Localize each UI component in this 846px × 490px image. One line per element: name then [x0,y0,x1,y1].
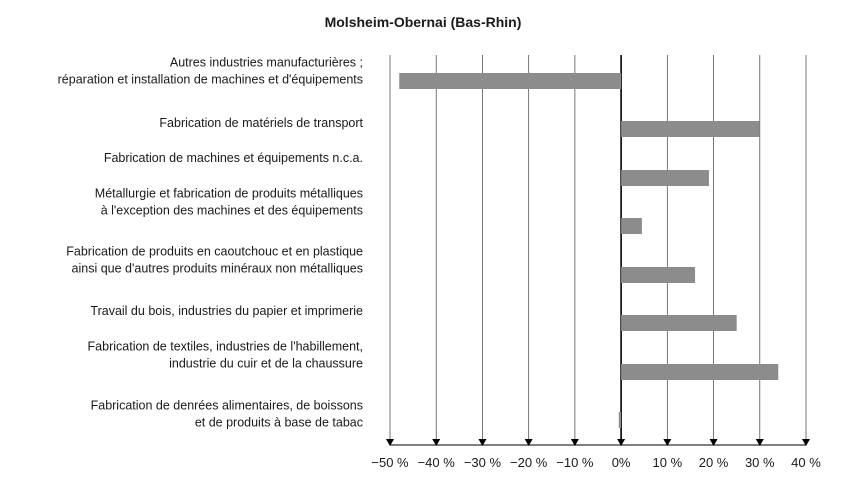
category-label: Autres industries manufacturières ; [169,55,363,70]
category-label: Fabrication de machines et équipements n.c.a. [103,151,363,165]
tick-label: 40 % [791,455,821,470]
chart-title: Molsheim-Obernai (Bas-Rhin) [324,14,522,30]
bar [621,218,642,234]
bar [399,73,621,89]
grid-lines [390,55,806,445]
category-label: Métallurgie et fabrication de produits métalliques [94,186,363,201]
tick-label: −50 % [371,455,409,470]
category-label: et de produits à base de tabac [194,415,363,430]
x-axis [371,439,821,470]
tick-label: 20 % [698,455,729,470]
tick-label: −20 % [510,455,548,470]
category-label: Fabrication de textiles, industries de l'habillement, [87,339,363,354]
category-label: à l'exception des machines et des équipements [100,203,363,218]
bar [621,364,778,380]
category-label: réparation et installation de machines et d'équipements [57,72,363,87]
tick-label: −40 % [417,455,455,470]
tick-label: 0% [611,455,631,470]
category-label: ainsi que d'autres produits minéraux non métalliques [71,261,363,276]
bar [621,121,760,137]
bar [621,267,695,283]
bar [621,315,737,331]
tick-label: −30 % [463,455,502,470]
tick-label: 10 % [652,455,683,470]
category-labels [58,56,364,430]
bar [619,412,621,428]
bars [399,73,778,428]
category-label: Fabrication de produits en caoutchouc et en plastique [66,244,363,259]
bar [621,170,709,186]
tick-label: −10 % [556,455,594,470]
category-label: industrie du cuir et de la chaussure [169,356,363,371]
category-label: Travail du bois, industries du papier et imprimerie [90,304,363,318]
category-label: Fabrication de matériels de transport [159,116,363,130]
tick-label: 30 % [744,455,775,470]
category-label: Fabrication de denrées alimentaires, de boissons [90,398,363,413]
